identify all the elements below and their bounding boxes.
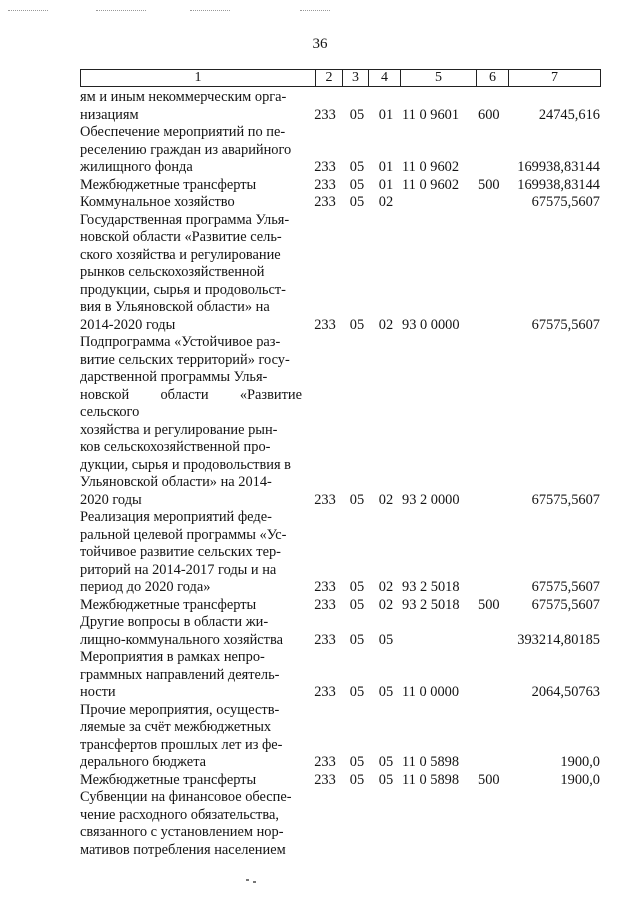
header-col-7: 7 <box>508 70 600 86</box>
row-name-line: чение расходного обязательства, <box>80 806 279 823</box>
row-name-line: период до 2020 года» <box>80 579 211 595</box>
table-row <box>80 212 610 335</box>
header-col-3: 3 <box>342 70 368 86</box>
row-ministry-code: 233 <box>314 631 336 648</box>
row-name-line: лищно-коммунального хозяйства <box>80 631 283 648</box>
row-name <box>80 124 308 177</box>
row-name-line: дарственной программы Улья- <box>80 369 268 385</box>
row-name-line: хозяйства и регулирование рын- <box>80 421 278 438</box>
row-section-code: 05 <box>349 176 365 193</box>
row-target-article: 11 0 9602 <box>402 176 460 193</box>
row-ministry-code: 233 <box>314 316 336 333</box>
row-name-line: трансфертов прошлых лет из фе- <box>80 736 283 753</box>
row-subsection-code: 01 <box>378 106 394 123</box>
row-subsection-code: 02 <box>378 316 394 333</box>
row-expense-type: 500 <box>478 176 500 193</box>
row-name-line: реселению граждан из аварийного <box>80 141 292 158</box>
row-subsection-code: 02 <box>378 579 394 595</box>
row-name <box>80 789 308 859</box>
row-section-code: 05 <box>349 106 365 123</box>
row-amount: 24745,616 <box>538 106 600 123</box>
table-row <box>80 597 610 615</box>
row-target-article: 11 0 0000 <box>402 684 460 700</box>
row-target-article: 93 2 5018 <box>402 596 460 613</box>
row-name-line: новской области «Развитие сельского <box>80 386 302 420</box>
row-section-code: 05 <box>349 491 365 508</box>
row-target-article: 93 2 0000 <box>402 491 460 508</box>
row-section-code: 05 <box>349 159 365 175</box>
row-name-line: Субвенции на финансовое обеспе- <box>80 789 292 805</box>
row-subsection-code: 05 <box>378 631 394 648</box>
table-row <box>80 614 610 649</box>
scan-artifact <box>190 4 230 11</box>
row-name-line: 2020 годы <box>80 491 142 508</box>
row-subsection-code: 01 <box>378 159 394 175</box>
row-amount: 67575,5607 <box>531 491 600 508</box>
row-section-code: 05 <box>349 684 365 700</box>
row-name-line: риторий на 2014-2017 годы и на <box>80 561 277 578</box>
row-name-line: ляемые за счёт межбюджетных <box>80 719 272 735</box>
row-section-code: 05 <box>349 631 365 648</box>
row-subsection-code: 05 <box>378 684 394 700</box>
page-number: 36 <box>312 36 328 52</box>
header-col-2: 2 <box>315 70 342 86</box>
row-ministry-code: 233 <box>314 491 336 508</box>
row-name <box>80 614 308 649</box>
row-name-line: дерального бюджета <box>80 754 207 770</box>
row-name-line: дукции, сырья и продовольствия в <box>80 456 291 473</box>
table-row <box>80 89 610 124</box>
row-target-article: 93 2 5018 <box>402 579 460 595</box>
table-row <box>80 177 610 195</box>
row-expense-type: 500 <box>478 771 500 788</box>
row-subsection-code: 02 <box>378 491 394 508</box>
row-name-line: ральной целевой программы «Ус- <box>80 526 287 543</box>
row-name <box>80 649 308 702</box>
row-amount: 67575,5607 <box>531 579 600 595</box>
row-name-line: витие сельских территорий» госу- <box>80 351 290 368</box>
row-subsection-code: 05 <box>378 771 394 788</box>
row-section-code: 05 <box>349 771 365 788</box>
row-name <box>80 334 308 509</box>
header-col-1: 1 <box>194 70 202 85</box>
row-name-line: связанного с установлением нор- <box>80 824 284 840</box>
row-name-line: Межбюджетные трансферты <box>80 176 257 193</box>
row-name-line: Межбюджетные трансферты <box>80 771 257 788</box>
row-name-line: ков сельскохозяйственной про- <box>80 439 271 455</box>
table-row <box>80 334 610 509</box>
row-section-code: 05 <box>349 754 365 770</box>
row-target-article: 11 0 5898 <box>402 754 460 770</box>
row-name-line: Межбюджетные трансферты <box>80 596 257 613</box>
scan-artifact <box>96 4 146 11</box>
row-name-line: новской области «Развитие сель- <box>80 229 282 245</box>
row-ministry-code: 233 <box>314 176 336 193</box>
scan-artifact <box>300 4 330 11</box>
row-name <box>80 772 308 790</box>
row-amount: 169938,83144 <box>517 176 600 193</box>
row-name-line: жилищного фонда <box>80 159 193 175</box>
row-name-line: граммных направлений деятель- <box>80 666 280 683</box>
row-amount: 67575,5607 <box>531 316 600 333</box>
header-col-6: 6 <box>476 70 508 86</box>
scan-speck <box>246 879 249 881</box>
row-name <box>80 194 308 212</box>
row-amount: 169938,83144 <box>517 159 600 175</box>
row-name-line: ского хозяйства и регулирование <box>80 246 281 263</box>
row-name-line: ности <box>80 684 116 700</box>
row-ministry-code: 233 <box>314 159 336 175</box>
row-name-line: тойчивое развитие сельских тер- <box>80 544 281 560</box>
row-name-line: Государственная программа Улья- <box>80 211 290 228</box>
row-name-line: Коммунальное хозяйство <box>80 194 235 210</box>
row-name-line: Обеспечение мероприятий по пе- <box>80 124 286 140</box>
row-ministry-code: 233 <box>314 754 336 770</box>
row-name <box>80 177 308 195</box>
row-section-code: 05 <box>349 316 365 333</box>
budget-table-body <box>80 89 610 859</box>
row-ministry-code: 233 <box>314 579 336 595</box>
table-row <box>80 772 610 790</box>
row-name-line: Мероприятия в рамках непро- <box>80 649 265 665</box>
row-name <box>80 509 308 597</box>
row-subsection-code: 02 <box>378 194 394 210</box>
row-subsection-code: 02 <box>378 596 394 613</box>
row-amount: 2064,50763 <box>531 684 600 700</box>
row-subsection-code: 01 <box>378 176 394 193</box>
row-name-line: ям и иным некоммерческим орга- <box>80 89 287 105</box>
row-target-article: 11 0 5898 <box>402 771 460 788</box>
row-ministry-code: 233 <box>314 771 336 788</box>
row-section-code: 05 <box>349 194 365 210</box>
row-amount: 67575,5607 <box>531 596 600 613</box>
row-name <box>80 212 308 335</box>
row-name <box>80 89 308 124</box>
row-name-line: Подпрограмма «Устойчивое раз- <box>80 334 281 350</box>
row-section-code: 05 <box>349 579 365 595</box>
row-name-line: вия в Ульяновской области» на <box>80 299 270 315</box>
row-name-line: Другие вопросы в области жи- <box>80 614 269 630</box>
table-row <box>80 509 610 597</box>
scan-speck <box>253 881 256 883</box>
row-name-line: 2014-2020 годы <box>80 316 176 333</box>
row-target-article: 11 0 9602 <box>402 159 460 175</box>
table-row <box>80 649 610 702</box>
row-amount: 1900,0 <box>560 771 600 788</box>
row-amount: 1900,0 <box>560 754 600 770</box>
row-expense-type: 600 <box>478 106 500 123</box>
header-col-5: 5 <box>400 70 476 86</box>
scan-artifact <box>8 4 48 11</box>
row-name-line: низациям <box>80 106 139 123</box>
row-ministry-code: 233 <box>314 106 336 123</box>
row-name-line: мативов потребления населением <box>80 841 286 858</box>
row-name-line: продукции, сырья и продовольст- <box>80 281 286 298</box>
row-amount: 393214,80185 <box>517 631 600 648</box>
row-expense-type: 500 <box>478 596 500 613</box>
row-ministry-code: 233 <box>314 684 336 700</box>
table-row <box>80 702 610 772</box>
row-name <box>80 597 308 615</box>
row-ministry-code: 233 <box>314 194 336 210</box>
row-target-article: 11 0 9601 <box>402 106 460 123</box>
table-header <box>80 69 601 87</box>
table-row <box>80 789 610 859</box>
row-amount: 67575,5607 <box>531 194 600 210</box>
row-name-line: рынков сельскохозяйственной <box>80 264 265 280</box>
row-subsection-code: 05 <box>378 754 394 770</box>
row-target-article: 93 0 0000 <box>402 316 460 333</box>
row-ministry-code: 233 <box>314 596 336 613</box>
row-name-line: Реализация мероприятий феде- <box>80 509 272 525</box>
table-row <box>80 124 610 177</box>
row-name-line: Прочие мероприятия, осуществ- <box>80 701 280 718</box>
header-col-4: 4 <box>368 70 400 86</box>
row-name-line: Ульяновской области» на 2014- <box>80 474 272 490</box>
table-row <box>80 194 610 212</box>
row-section-code: 05 <box>349 596 365 613</box>
row-name <box>80 702 308 772</box>
